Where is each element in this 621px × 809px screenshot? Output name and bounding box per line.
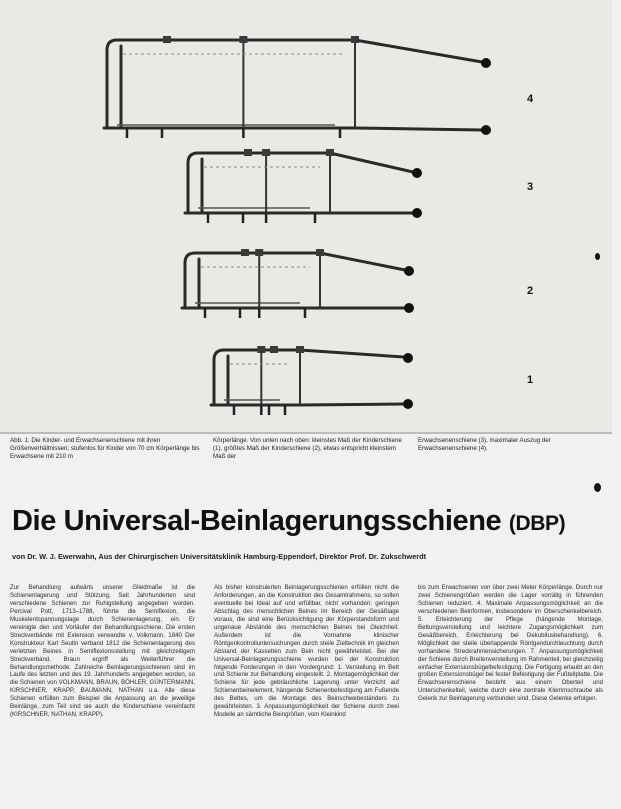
column-text: Als bisher konstruierten Beinlagerungsschienen erfüllen nicht die Anforderungen, an die Konstruktion des Gesamtrahmens, so sollen eventuelle bei Ideal auf und erfüllbar, nicht vorhanden: geringen Abschlag des menschlichen Beines im Bereich der Gesäßlage voraus, die sind eine Berücksichtigung der Körperstandsform und ungenaue Abstände des menschlichen Beines bei Gleichheit. Außerdem ist die Vornahme klinischer Röntgenkontrolluntersuchungen durch steile Zieltechnik im gleichen Abstand der Kassetten zum Bein nicht gewährleistet. Bei der Universal-Beinlagerungsschiene wurden bei der Konstruktion folgende Forderungen in den Vordergrund: 1. Verstellung im Bett und Schiene zur Behandlung eingestellt. 2. Montagemöglichkeit der Schiene für jede gebräuchliche Lagerung unter Verzicht auf Schienenbeinelement, hängende Schienenbefestigung am Fußende des Bettes, um die Montage des Beinschwebeständers zu gewährleisten. 3. Anpassungsmöglichkeit der Schiene durch zwei Modelle an sämtliche Beingrößen, vom Kleinkind: [214, 584, 399, 719]
splint-clamp: [316, 249, 324, 256]
figure-label-2: 2: [527, 285, 534, 297]
scan-mark: [595, 253, 600, 260]
figure-label-1: 1: [527, 374, 534, 386]
splint-knob: [403, 399, 413, 409]
article-column-3: [418, 584, 603, 806]
figure-caption-part-3: Erwachsenenschiene (3), maximaler Auszug der Erwachsenenschiene (4).: [418, 437, 551, 452]
splint-knob: [403, 353, 413, 363]
article-title-text: Die Universal-Beinlagerungsschiene: [12, 505, 502, 537]
splint-knob: [481, 58, 491, 68]
splint-clamp: [257, 346, 265, 353]
splint-clamp: [351, 36, 359, 43]
splint-lower-rail: [104, 128, 482, 130]
figure-label-4: 4: [527, 93, 534, 105]
splint-clamp: [241, 249, 249, 256]
splint-knob: [412, 168, 422, 178]
column-text: Zur Behandlung aufwärts unserer Gliedmaße ist die Schienenlagerung und Stützung, Seit Jahrhunderten sind verschiedene Schienen zur Ruhigstellung angegeben worden. Percival Pott, 1713–1788, führte die Semiflexion, die Muskelentspannungslage durch Schienenlagerung, ein. Er vereinigte den und Vorläufer der Behandlungsschiene. Die ersten Streckverbände mit Extension verwandte v. Volkmann. 1840 Der Konstrukteur Karl Seutin verband 1812 die Schienenlagerung des verletzten Beines in Semiflexionsstellung mit gleichzeitigem Streckverband. Braun ergriff als Weiterführer die Behandlungsmethode. Zahlreiche Beinlagerungsschienen sind im Laufe des letzten und des 19. Jahrhunderts angegeben worden, so die Schienen von VOLKMANN, BRAUN, BÖHLER, GÜNTERMANN, KIRSCHNER, KRAPP, BAUMANN, NATHAN u.a. Alle diese Schienen erfüllen zum Beispiel die Anpassung an die jeweilige Beinlänge, zum Teil sind sie auch die Kinderschiene vereinfacht (KIRSCHNER, NATHAN, KRAPP).: [10, 584, 195, 719]
figure-caption-part-1: Abb. 1: Die Kinder- und Erwachsenenschiene mit ihren Größenverhältnissen; stufenlos für Kinder von 70 cm Körperlänge bis Erwachsene mit 210 m: [10, 437, 200, 460]
splint-knob: [404, 266, 414, 276]
photo-bottom-edge: [0, 432, 612, 434]
article-column-2: [214, 584, 399, 806]
splint-upper-rail: [185, 253, 405, 308]
splint-clamp: [262, 149, 270, 156]
article-byline: von Dr. W. J. Ewerwahn, Aus der Chirurgischen Universitätsklinik Hamburg-Eppendorf, Direktor Prof. Dr. Zukschwerdt: [12, 552, 427, 561]
splint-lower-rail: [211, 404, 404, 405]
column-text: bis zum Erwachsenen von über zwei Meter Körperlänge. Durch nur zwei Schienengrößen werden die Lager vorrätig in führenden Schienen reduziert. 4. Maximale Anpassungsmöglichkeit an die verschiedenen Beinformen, insbesondere im Oberschenkelbereich. 5. Erleichterung der Pflege (hängende Montage, Bettungsverstellung und leichtere Zugangsmöglichkeit zum Gesäßbereich, Erleichterung bei Dekubitusbehandlung). 6. Möglichkeit der steile überlappende Röntgendurchleuchtung durch vorhandene Streckrahmensicherungen. 7. Anpassungsmöglichkeit der Schiene durch Breitenverstellung im Rahmenteil, bei gleichzeitig einfacher Extensionsbügelbefestigung. Die Fertigung erlaubt an den großen Extensionsbügel bei fester Befestigung der Fußteilplatte. Die Erwachsenenschiene besteht aus einem Oberteil und Unterschenkelteil, welche durch eine zentrale Klemmschraube als Gelenk zur Beinlagerung verbunden sind. Diese Gelenke erfolgen.: [418, 584, 603, 703]
article-title: [12, 505, 612, 538]
splint-clamp: [244, 149, 252, 156]
splint-clamp: [239, 36, 247, 43]
patent-suffix: (DBP): [508, 512, 566, 535]
splint-clamp: [326, 149, 334, 156]
splint-upper-rail: [214, 350, 404, 405]
splint-clamp: [255, 249, 263, 256]
splint-clamp: [296, 346, 304, 353]
splint-clamp: [163, 36, 171, 43]
article-column-1: [10, 584, 195, 806]
splint-upper-rail: [107, 40, 482, 128]
splint-upper-rail: [188, 153, 413, 213]
figure-caption-part-2: Körperlänge. Von unten nach oben: kleinstes Maß der Kinderschiene (1), größtes Maß der Kinderschiene (2), etwas entspricht kleinstem Maß der: [213, 437, 402, 460]
splint-knob: [404, 303, 414, 313]
figure-label-3: 3: [527, 181, 534, 193]
splint-knob: [481, 125, 491, 135]
splint-clamp: [270, 346, 278, 353]
scan-mark: [594, 483, 601, 492]
splint-knob: [412, 208, 422, 218]
